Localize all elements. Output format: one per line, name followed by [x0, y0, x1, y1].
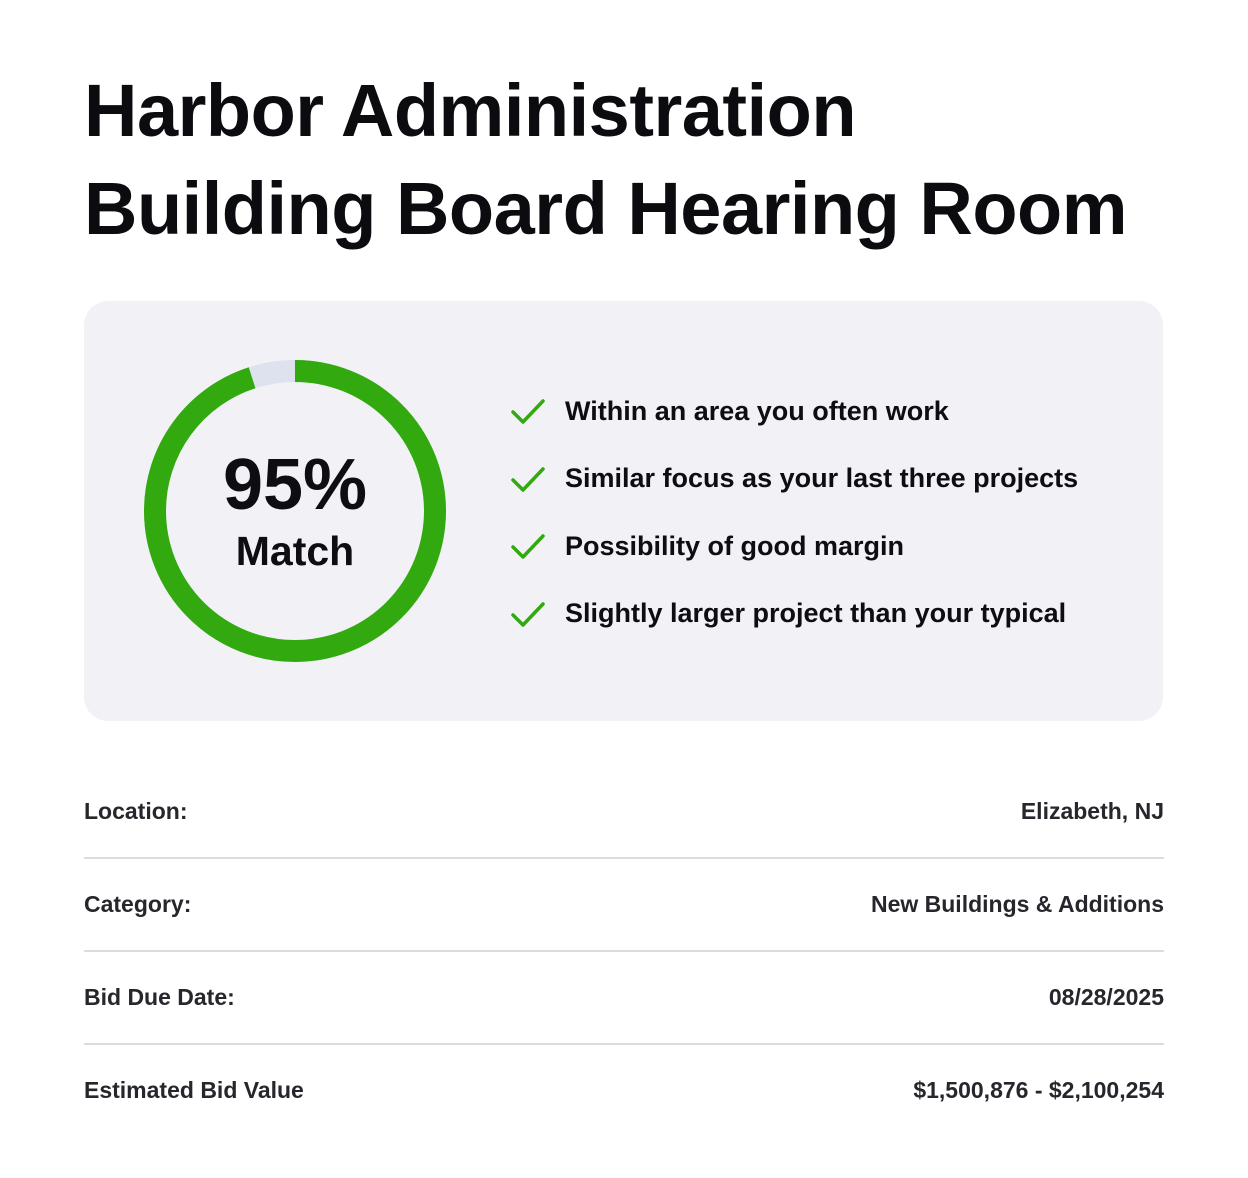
match-label: Match: [235, 528, 355, 574]
detail-value: 08/28/2025: [1048, 984, 1164, 1010]
title-line-1: Harbor Administration: [84, 69, 857, 152]
detail-row-bid-due-date: [84, 952, 1164, 1045]
ring-label: [144, 360, 446, 662]
reason-item: [510, 590, 1078, 638]
reason-text: Possibility of good margin: [565, 530, 905, 561]
detail-label: Location:: [84, 798, 188, 824]
reason-item: [510, 387, 1078, 435]
detail-value: New Buildings & Additions: [870, 891, 1164, 917]
detail-row-location: [84, 766, 1164, 859]
detail-label: Estimated Bid Value: [84, 1077, 304, 1103]
detail-row-category: [84, 859, 1164, 952]
check-icon: [510, 393, 546, 429]
reason-text: Similar focus as your last three projects: [565, 463, 1079, 494]
reason-text: Within an area you often work: [565, 395, 949, 426]
details-table: [84, 766, 1164, 1136]
check-icon: [510, 596, 546, 632]
match-card: [84, 301, 1163, 721]
detail-label: Bid Due Date:: [84, 984, 235, 1010]
title-line-2: Building Board Hearing Room: [84, 167, 1128, 250]
reason-item: [510, 455, 1078, 503]
detail-row-estimated-bid-value: [84, 1045, 1164, 1136]
reason-item: [510, 522, 1078, 570]
page-title: [84, 62, 1184, 258]
match-ring: [144, 360, 446, 662]
detail-label: Category:: [84, 891, 192, 917]
detail-value: $1,500,876 - $2,100,254: [913, 1077, 1164, 1103]
check-icon: [510, 461, 546, 497]
match-percent: 95%: [222, 445, 368, 525]
reason-text: Slightly larger project than your typical: [565, 598, 1067, 629]
reasons-list: [510, 387, 1078, 657]
check-icon: [510, 528, 546, 564]
detail-value: Elizabeth, NJ: [1020, 798, 1164, 824]
